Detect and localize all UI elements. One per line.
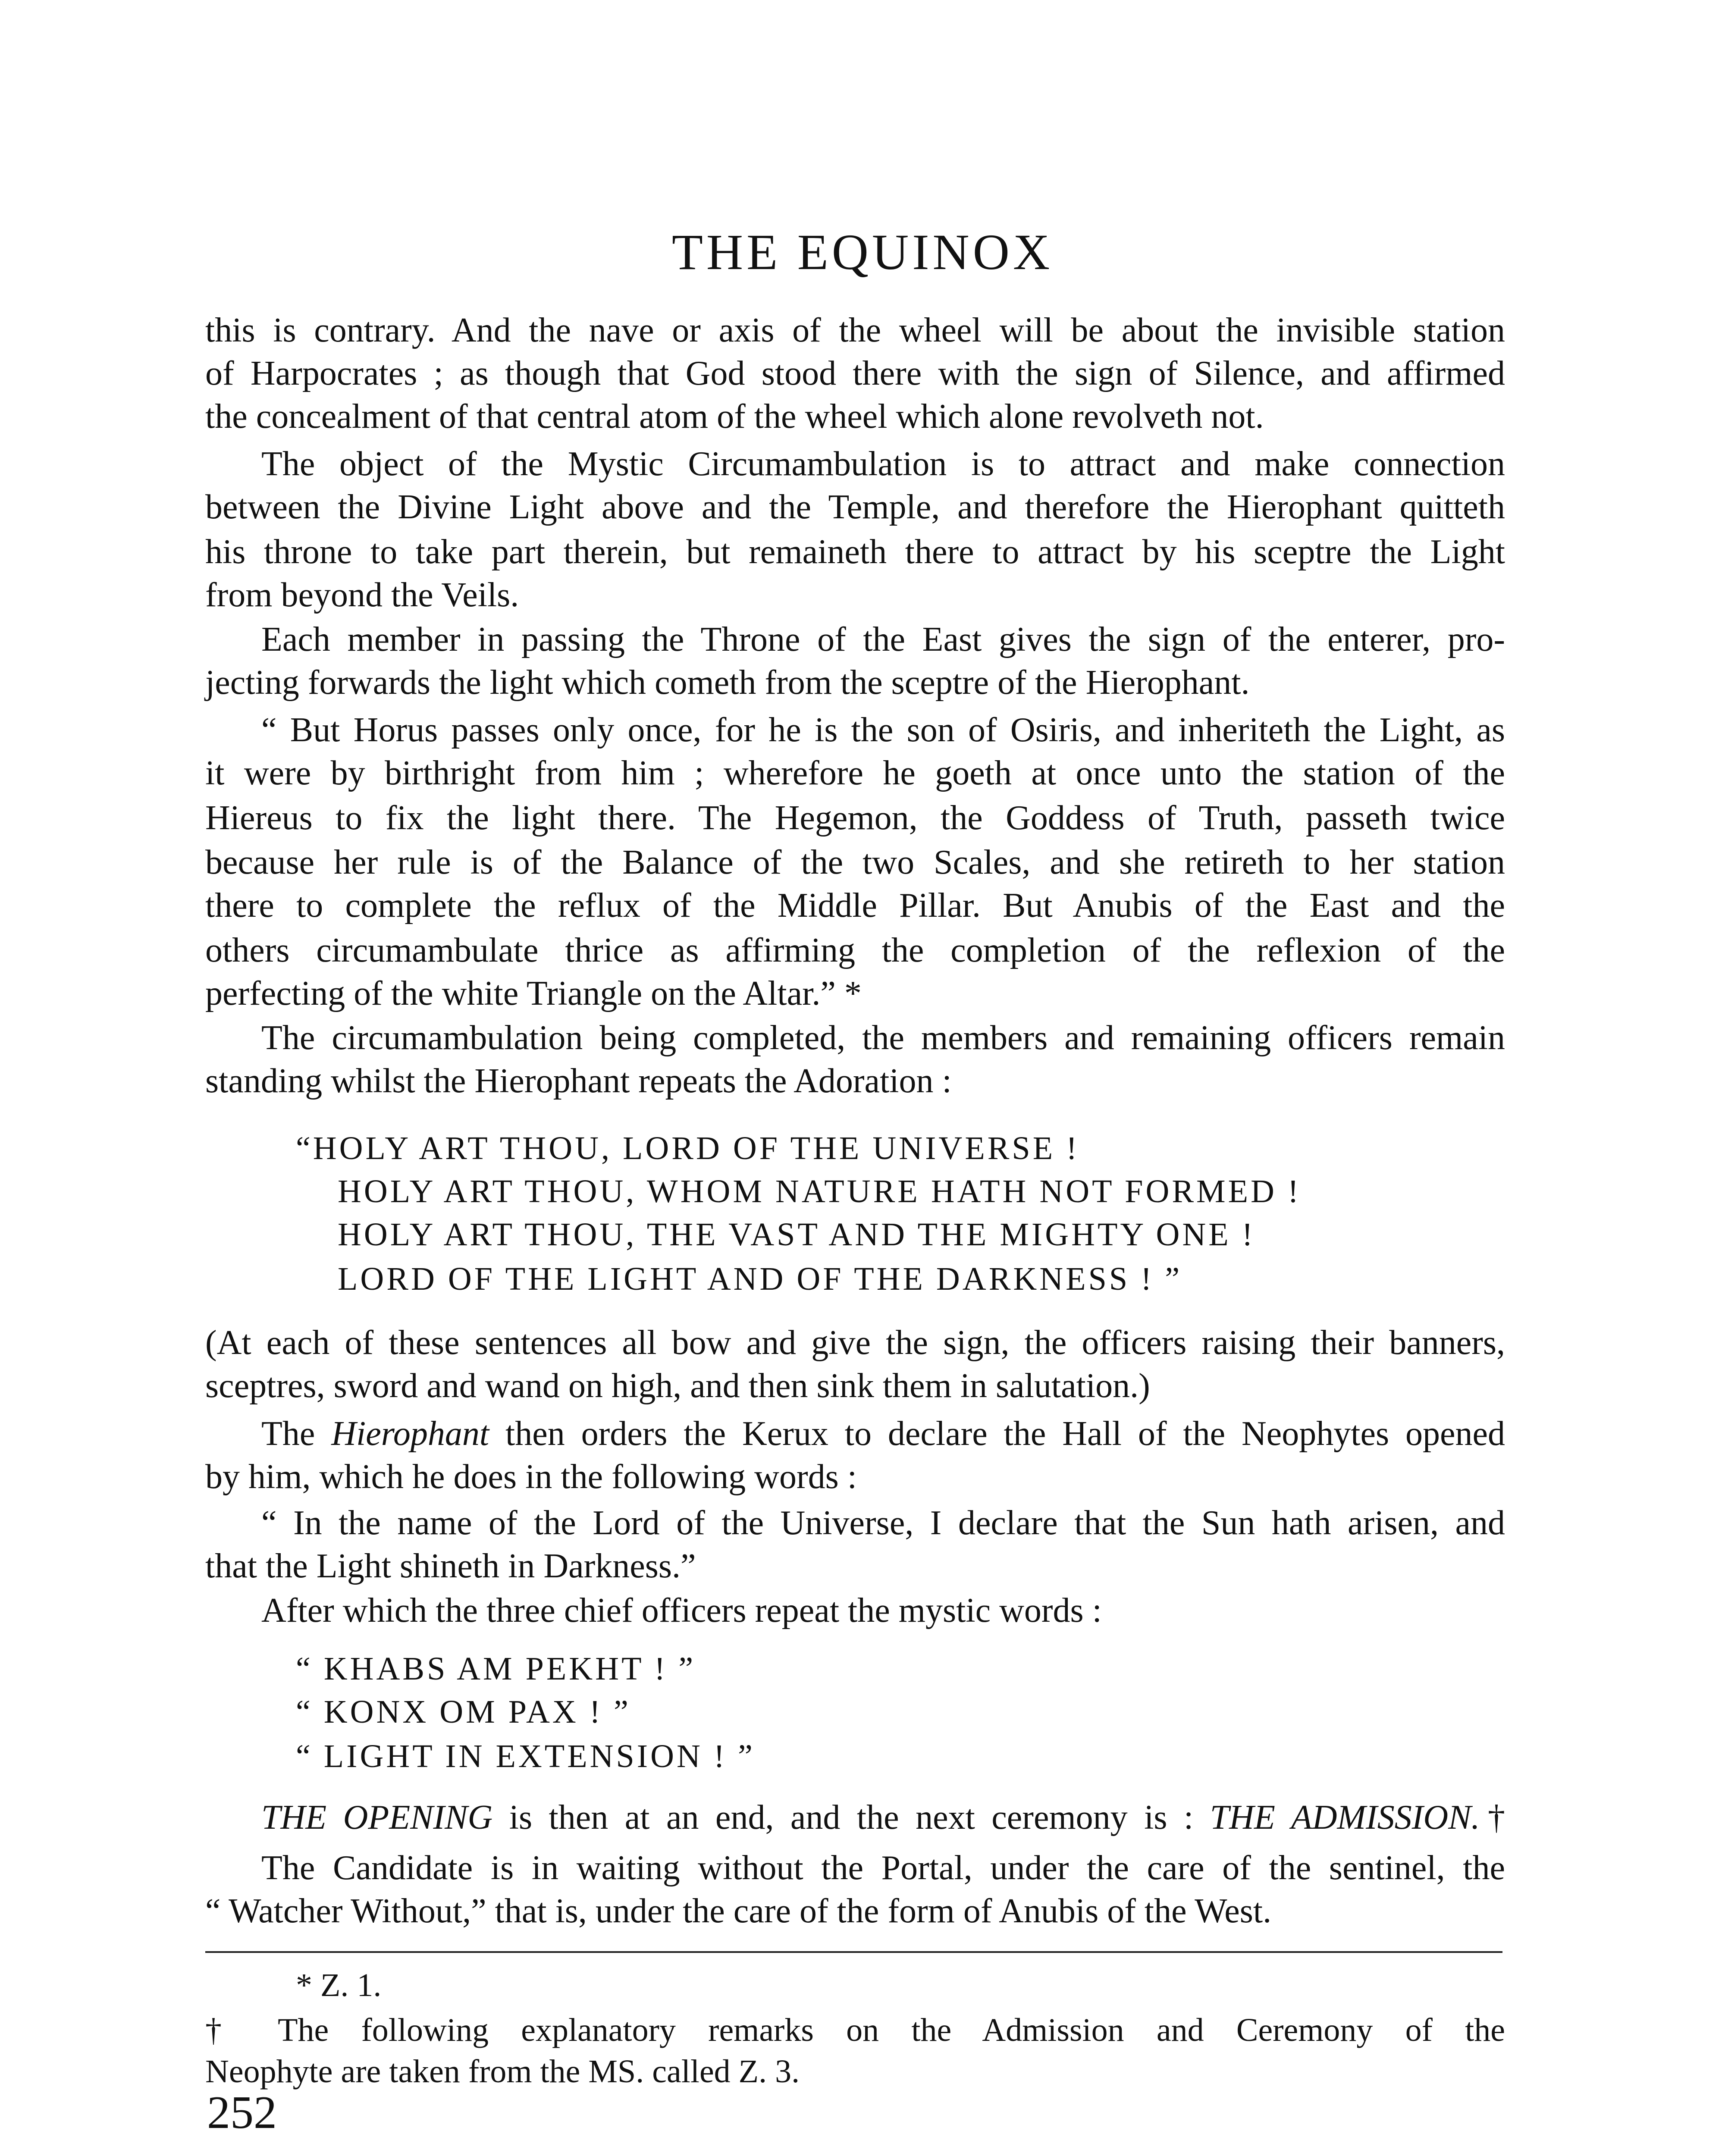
text-line: “ KHABS AM PEKHT ! ” [296, 1651, 696, 1687]
text-line: of Harpocrates ; as though that God stood there with the sign of Silence, and affirmed [205, 354, 1505, 392]
italic-text: THE OPENING [261, 1799, 493, 1836]
text-line: HOLY ART THOU, THE VAST AND THE MIGHTY ONE ! [338, 1216, 1255, 1253]
footnote-rule [205, 1951, 1502, 1953]
text-line: from beyond the Veils. [205, 576, 519, 614]
text-line: (At each of these sentences all bow and give the sign, the officers raising their banners, [205, 1324, 1505, 1362]
text-line: because her rule is of the Balance of the two Scales, and she retireth to her station [205, 843, 1505, 881]
text-line: HOLY ART THOU, WHOM NATURE HATH NOT FORMED ! [338, 1173, 1302, 1210]
text-line: “HOLY ART THOU, LORD OF THE UNIVERSE ! [296, 1130, 1080, 1166]
text-line: Each member in passing the Throne of the East gives the sign of the enterer, pro- [261, 620, 1505, 658]
text-line: that the Light shineth in Darkness.” [205, 1547, 696, 1585]
text-line: his throne to take part therein, but remaineth there to attract by his sceptre the Light [205, 533, 1505, 571]
page-number: 252 [207, 2087, 277, 2138]
text-line [261, 1412, 1505, 1455]
text-line: sceptres, sword and wand on high, and then sink them in salutation.) [205, 1367, 1150, 1405]
text-span: † [1480, 1799, 1505, 1836]
text-line: others circumambulate thrice as affirming the completion of the reflexion of the [205, 931, 1505, 969]
text-line: “ But Horus passes only once, for he is the son of Osiris, and inheriteth the Light, as [261, 711, 1505, 749]
text-line: between the Divine Light above and the Temple, and therefore the Hierophant quitteth [205, 488, 1505, 526]
text-line: standing whilst the Hierophant repeats the Adoration : [205, 1062, 952, 1100]
text-line: “ LIGHT IN EXTENSION ! ” [296, 1738, 755, 1774]
running-header: THE EQUINOX [671, 224, 1054, 280]
footnote-line: † The following explanatory remarks on the Admission and Ceremony of the [205, 2012, 1505, 2048]
text-line: the concealment of that central atom of the wheel which alone revolveth not. [205, 398, 1264, 436]
text-line: The object of the Mystic Circumambulation is to attract and make connection [261, 445, 1505, 483]
footnote-line: Neophyte are taken from the MS. called Z. 3. [205, 2053, 800, 2090]
text-line [261, 1796, 1505, 1839]
text-span: then orders the Kerux to declare the Hall of the Neophytes opened [489, 1415, 1505, 1453]
footnote-line: * Z. 1. [296, 1967, 382, 2003]
text-span: is then at an end, and the next ceremony is : [492, 1799, 1210, 1836]
text-line: “ KONX OM PAX ! ” [296, 1694, 631, 1730]
text-line: Hiereus to fix the light there. The Hegemon, the Goddess of Truth, passeth twice [205, 799, 1505, 837]
text-line: After which the three chief officers repeat the mystic words : [261, 1592, 1102, 1630]
text-line: jecting forwards the light which cometh from the sceptre of the Hierophant. [205, 664, 1250, 702]
text-line: “ In the name of the Lord of the Universe, I declare that the Sun hath arisen, and [261, 1504, 1505, 1542]
text-line: this is contrary. And the nave or axis of the wheel will be about the invisible station [205, 311, 1505, 349]
text-line: “ Watcher Without,” that is, under the care of the form of Anubis of the West. [205, 1892, 1272, 1930]
text-span: The [261, 1415, 332, 1453]
text-line: it were by birthright from him ; wherefore he goeth at once unto the station of the [205, 754, 1505, 792]
text-line: there to complete the reflux of the Middle Pillar. But Anubis of the East and the [205, 887, 1505, 924]
text-line: The circumambulation being completed, the members and remaining officers remain [261, 1019, 1505, 1057]
text-line: LORD OF THE LIGHT AND OF THE DARKNESS ! ” [338, 1261, 1182, 1297]
text-line: The Candidate is in waiting without the Portal, under the care of the sentinel, the [261, 1849, 1505, 1887]
italic-text: Hierophant [331, 1415, 489, 1453]
text-line: by him, which he does in the following words : [205, 1458, 857, 1496]
text-line: perfecting of the white Triangle on the Altar.” * [205, 975, 862, 1012]
italic-text: THE ADMISSION. [1210, 1799, 1480, 1836]
